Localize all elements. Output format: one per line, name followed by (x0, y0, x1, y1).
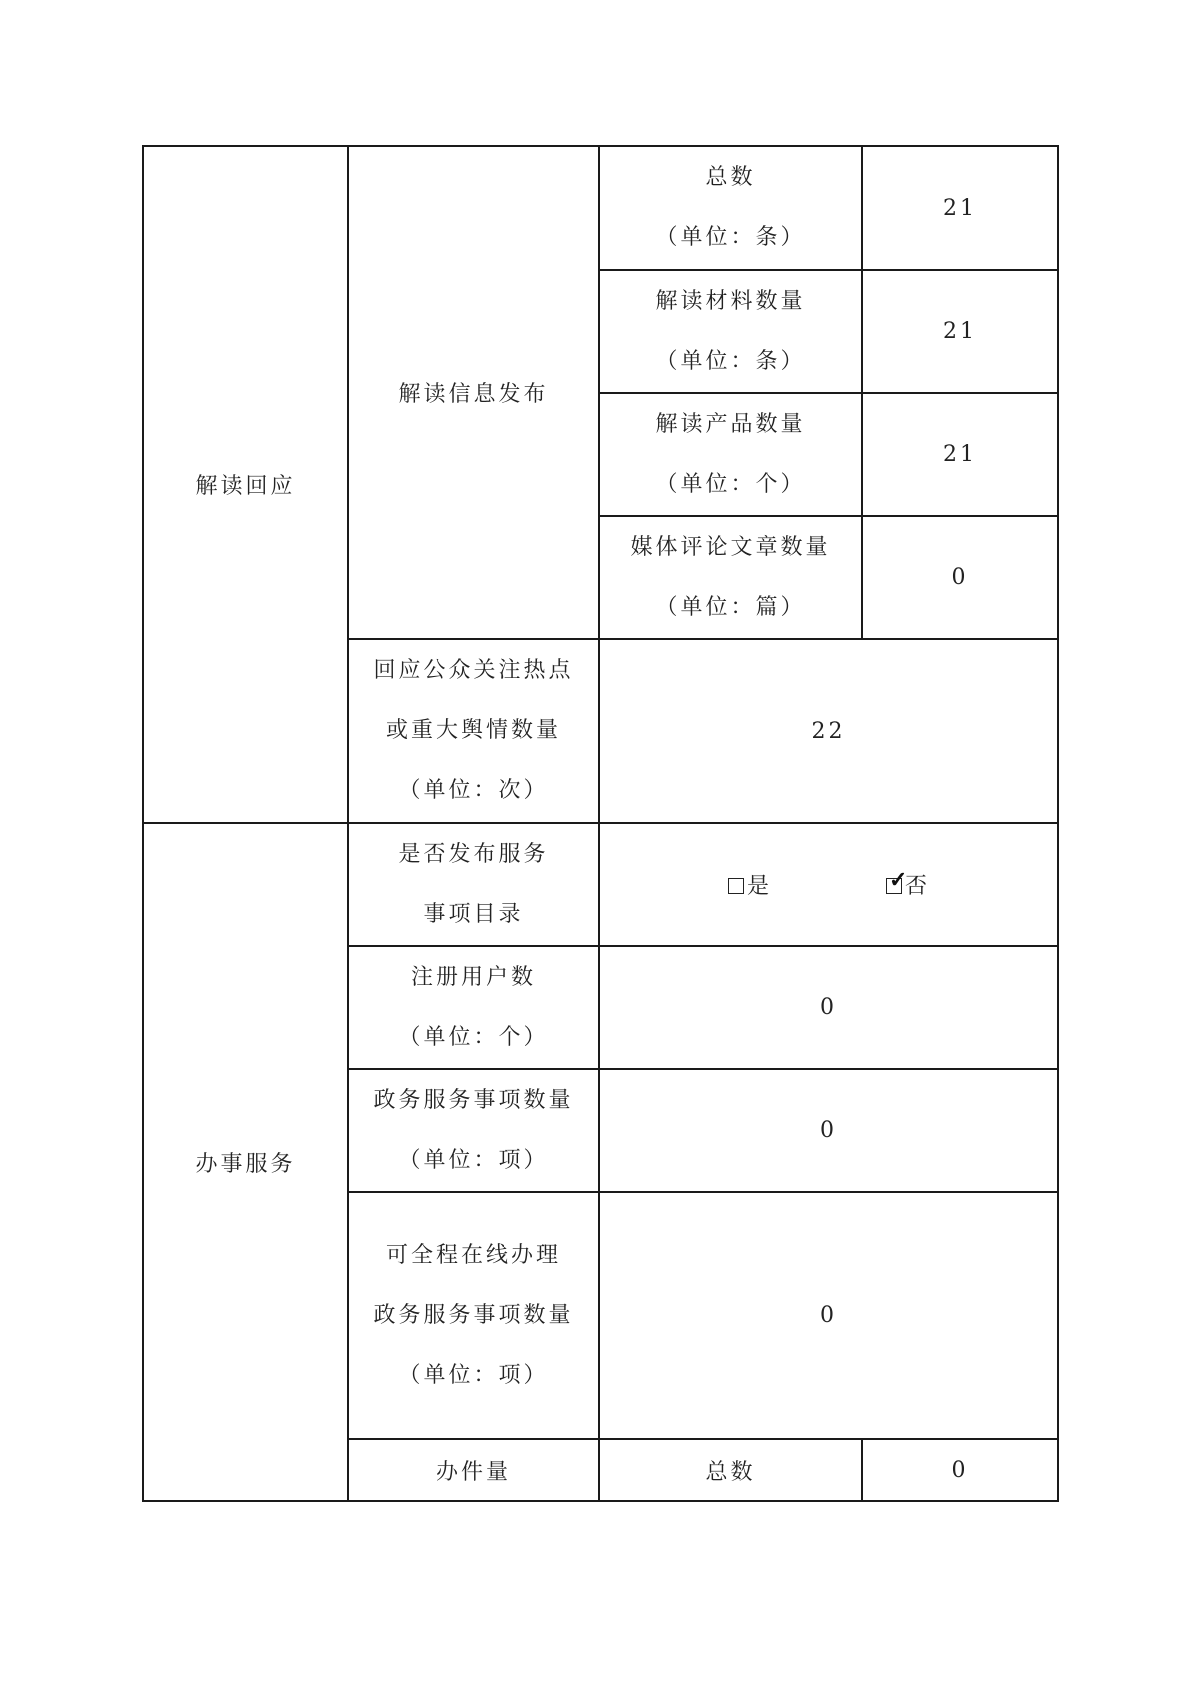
products-label: 解读产品数量 (655, 411, 806, 437)
users-label-cell (348, 946, 599, 1069)
publish-cell (348, 146, 599, 639)
catalog-no-label: 否 (905, 874, 930, 899)
materials-label: 解读材料数量 (655, 288, 806, 314)
category-services-label: 办事服务 (195, 1151, 296, 1177)
online-line2: 政务服务事项数量 (373, 1302, 574, 1328)
cases-label: 办件量 (435, 1459, 511, 1485)
catalog-label-cell (348, 823, 599, 946)
response-unit: （单位：次） (398, 778, 549, 803)
checkmark-icon: ✓ (889, 866, 908, 893)
users-value: 0 (820, 995, 837, 1020)
users-label: 注册用户数 (410, 964, 536, 990)
checkbox-yes[interactable] (728, 878, 744, 894)
online-line1: 可全程在线办理 (385, 1242, 561, 1268)
online-value: 0 (820, 1303, 837, 1328)
media-unit: （单位：篇） (655, 594, 806, 620)
category-interpretation-label: 解读回应 (195, 474, 296, 499)
products-label-cell (599, 393, 862, 516)
response-value-cell (599, 639, 1058, 823)
items-value: 0 (820, 1118, 837, 1143)
publish-label: 解读信息发布 (398, 382, 549, 407)
cases-label-cell (348, 1439, 599, 1501)
cases-value: 0 (951, 1457, 969, 1483)
media-value-cell (862, 516, 1058, 639)
materials-unit: （单位：条） (655, 348, 806, 374)
media-label: 媒体评论文章数量 (630, 534, 831, 560)
items-label-cell (348, 1069, 599, 1192)
total-label-cell (599, 146, 862, 270)
online-value-cell (599, 1192, 1058, 1439)
items-unit: （单位：项） (398, 1147, 549, 1173)
media-label-cell (599, 516, 862, 639)
checkbox-no[interactable] (886, 866, 908, 894)
users-value-cell (599, 946, 1058, 1069)
online-unit: （单位：项） (398, 1362, 549, 1388)
response-label-cell (348, 639, 599, 823)
report-table (142, 145, 1059, 1502)
products-unit: （单位：个） (655, 471, 806, 497)
materials-value-cell (862, 270, 1058, 393)
media-value: 0 (951, 565, 969, 590)
total-value: 21 (943, 195, 977, 221)
products-value: 21 (943, 442, 977, 467)
cases-sub-label: 总数 (705, 1459, 756, 1485)
catalog-yes-option[interactable] (728, 869, 771, 900)
online-label-cell (348, 1192, 599, 1439)
products-value-cell (862, 393, 1058, 516)
catalog-line2: 事项目录 (423, 901, 524, 927)
catalog-yes-label: 是 (746, 874, 771, 899)
response-line2: 或重大舆情数量 (385, 718, 561, 743)
response-line1: 回应公众关注热点 (373, 658, 574, 683)
response-value: 22 (811, 718, 846, 744)
category-interpretation (143, 146, 348, 823)
cases-value-cell (862, 1439, 1058, 1501)
category-services (143, 823, 348, 1501)
catalog-options-cell (599, 823, 1058, 946)
items-label: 政务服务事项数量 (373, 1087, 574, 1113)
cases-sub-label-cell (599, 1439, 862, 1501)
materials-value: 21 (943, 319, 977, 344)
total-unit: （单位：条） (655, 225, 806, 250)
total-label: 总数 (705, 165, 756, 190)
materials-label-cell (599, 270, 862, 393)
items-value-cell (599, 1069, 1058, 1192)
catalog-line1: 是否发布服务 (398, 841, 549, 867)
total-value-cell (862, 146, 1058, 270)
catalog-no-option[interactable] (886, 866, 930, 900)
users-unit: （单位：个） (398, 1024, 549, 1050)
